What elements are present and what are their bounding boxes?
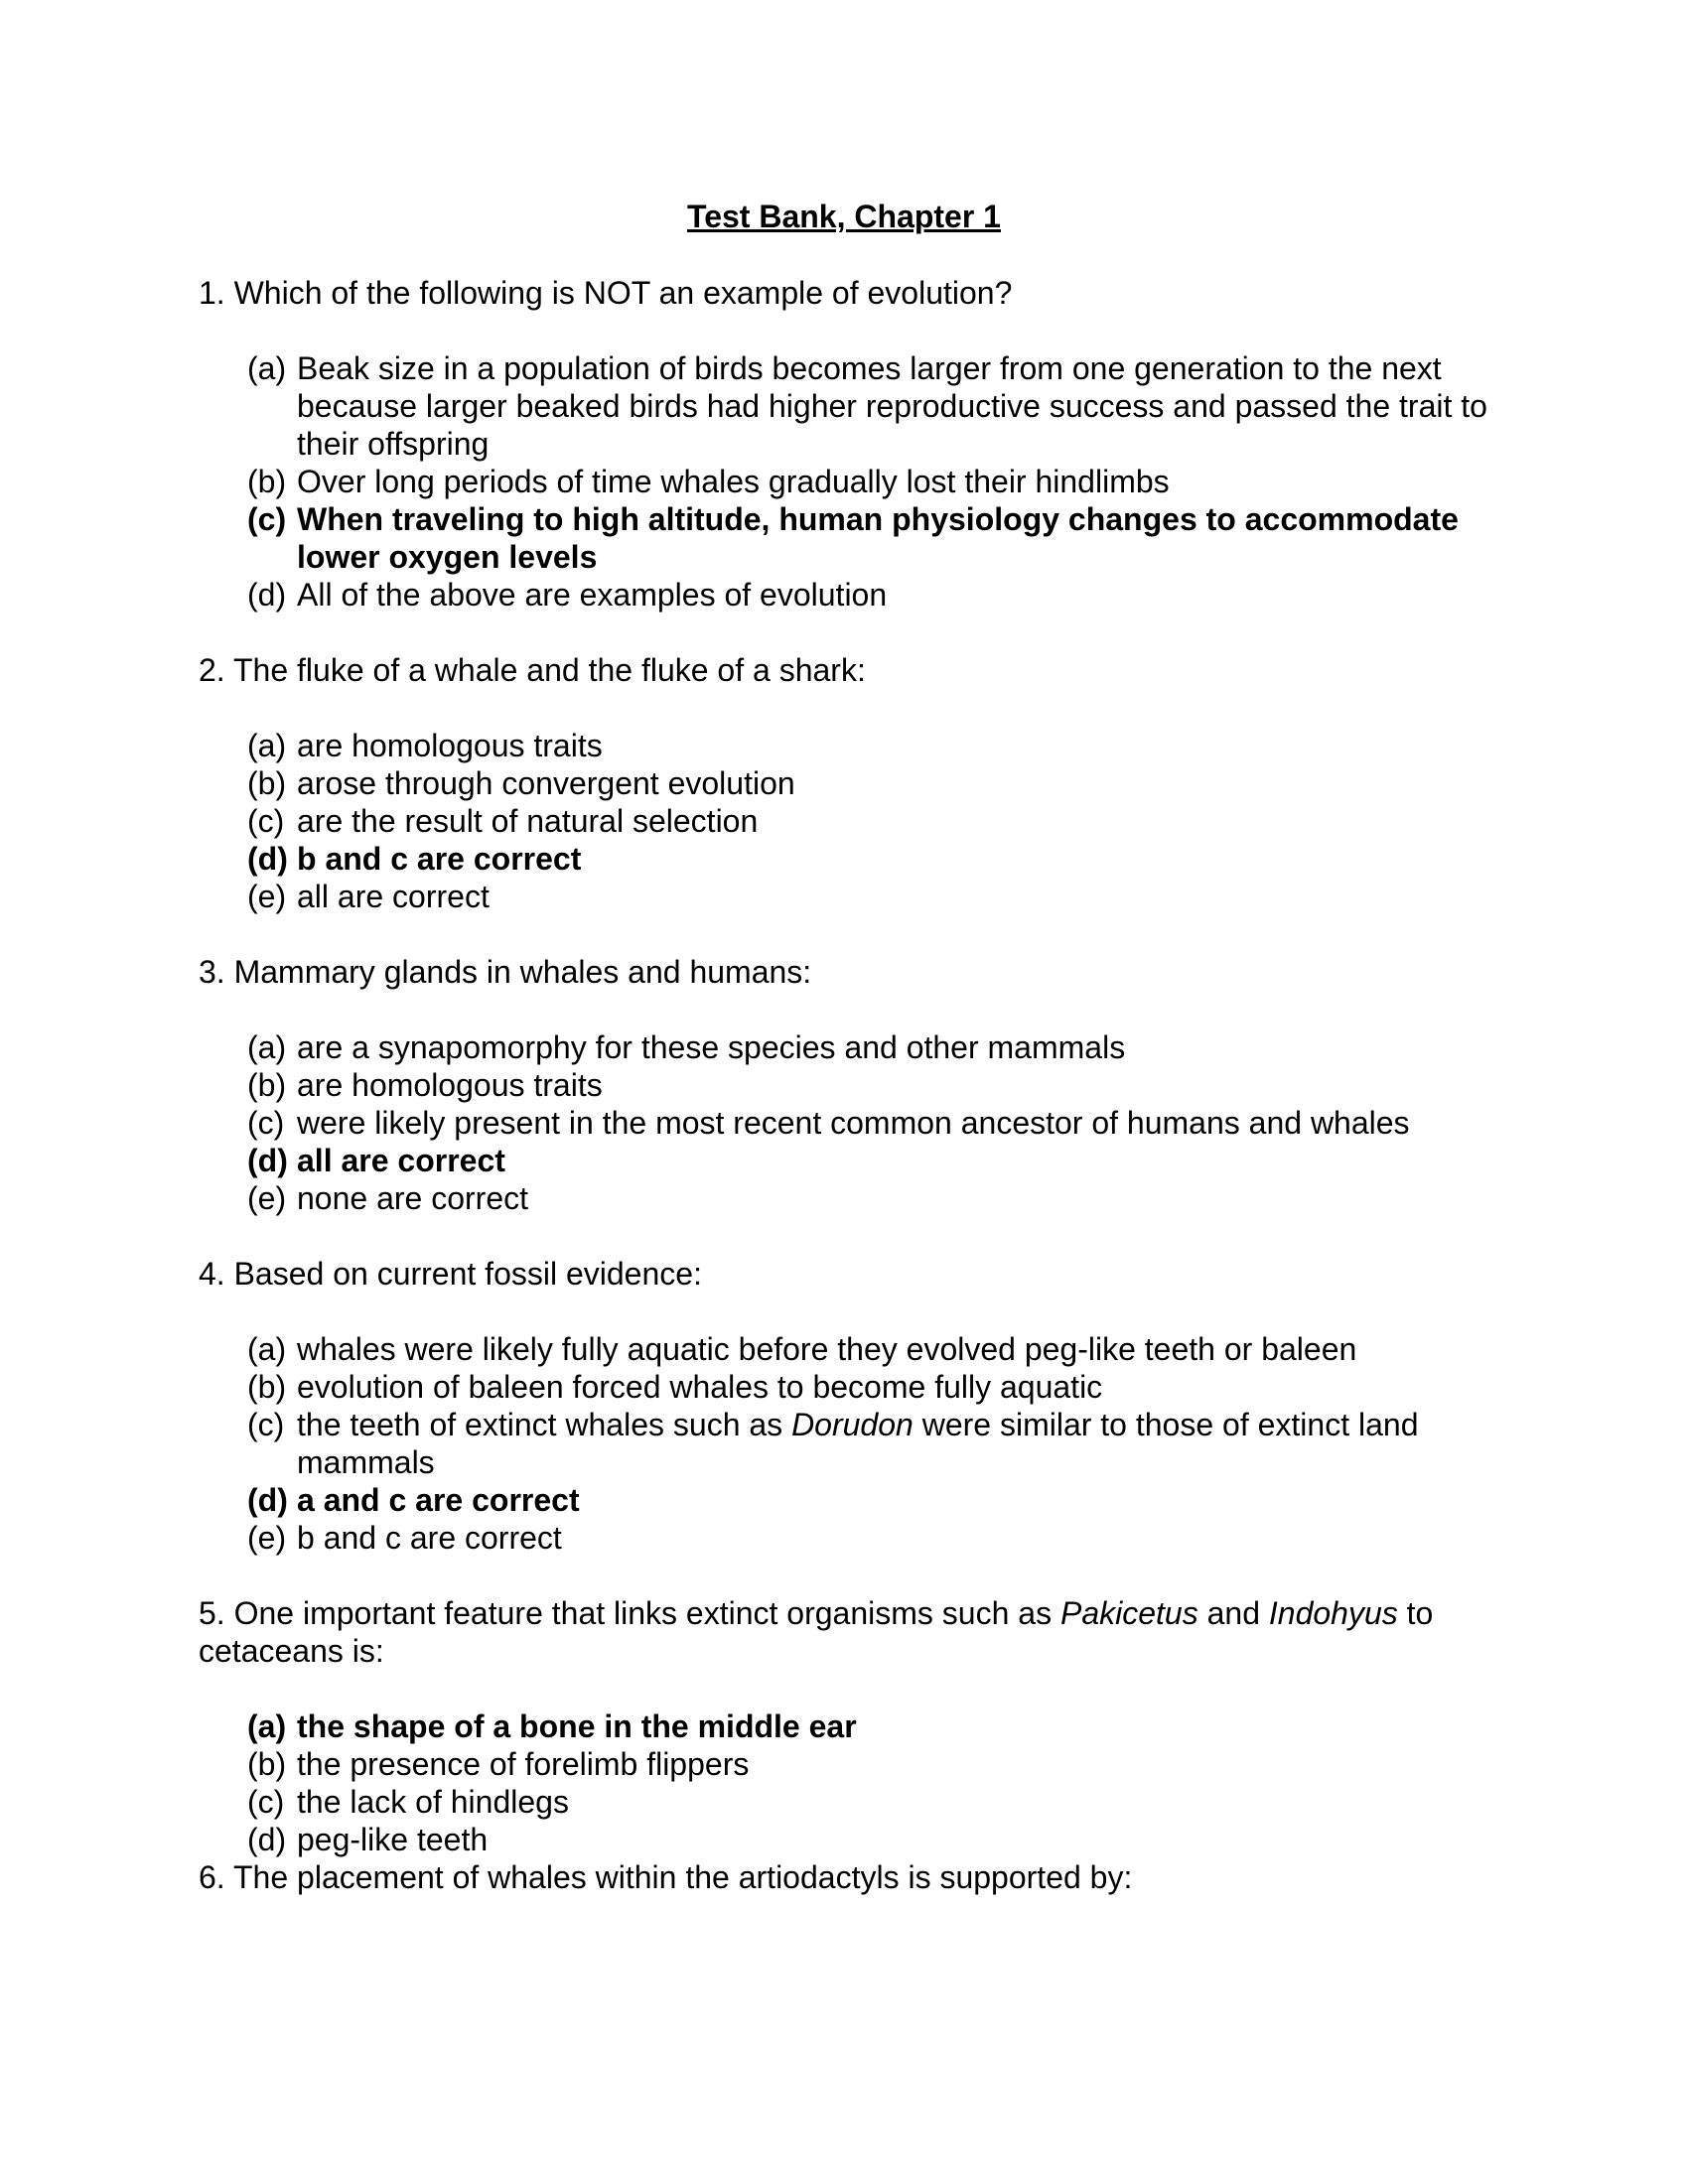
- question-2-option-e: [247, 878, 1498, 915]
- option-label: (b): [247, 464, 287, 499]
- option-text: the lack of hindlegs: [297, 1784, 569, 1820]
- option-text: were likely present in the most recent common ancestor of humans and whales: [297, 1105, 1410, 1141]
- question-5-option-a-correct: [247, 1707, 1498, 1745]
- option-text: peg-like teeth: [297, 1822, 489, 1857]
- option-text: Over long periods of time whales gradually lost their hindlimbs: [297, 464, 1170, 499]
- option-label: (a): [247, 1331, 287, 1367]
- question-1-option-a: [247, 349, 1498, 463]
- stem-text-part: and: [1197, 1595, 1269, 1631]
- question-3-option-e: [247, 1179, 1498, 1217]
- question-2-option-b: [247, 764, 1498, 802]
- question-6-stem: 6. The placement of whales within the artiodactyls is supported by:: [199, 1859, 1133, 1895]
- option-text: b and c are correct: [297, 1520, 562, 1556]
- option-text: a and c are correct: [297, 1482, 580, 1518]
- option-label: (c): [247, 1105, 285, 1141]
- option-label: (c): [247, 501, 287, 537]
- question-3-option-b: [247, 1066, 1498, 1104]
- question-1-stem: 1. Which of the following is NOT an example of evolution?: [199, 275, 1013, 311]
- option-label: (b): [247, 1746, 287, 1782]
- option-label: (e): [247, 879, 287, 914]
- option-label: (a): [247, 1029, 287, 1065]
- option-text: are the result of natural selection: [297, 803, 759, 839]
- option-label: (b): [247, 1067, 287, 1103]
- option-label: (d): [247, 1482, 288, 1518]
- option-label: (c): [247, 1784, 285, 1820]
- genus-name-pakicetus: Pakicetus: [1059, 1595, 1198, 1631]
- option-text: all are correct: [297, 879, 490, 914]
- question-1-option-c-correct: [247, 500, 1498, 576]
- question-1-option-b: [247, 463, 1498, 500]
- option-label: (d): [247, 577, 287, 613]
- stem-text-part: to cetaceans is:: [199, 1595, 1434, 1669]
- option-label: (d): [247, 841, 288, 877]
- option-text: the presence of forelimb flippers: [297, 1746, 750, 1782]
- question-2-option-c: [247, 802, 1498, 840]
- option-text: are homologous traits: [297, 728, 603, 763]
- question-3-option-c: [247, 1104, 1498, 1142]
- option-text-part: the teeth of extinct whales such as: [297, 1407, 792, 1442]
- title-text: Test Bank, Chapter 1: [687, 199, 1001, 234]
- option-text: the shape of a bone in the middle ear: [297, 1708, 857, 1744]
- question-4-option-c: [247, 1406, 1498, 1481]
- option-text: are a synapomorphy for these species and other mammals: [297, 1029, 1126, 1065]
- question-5-stem: [199, 1594, 1509, 1670]
- question-3-stem: 3. Mammary glands in whales and humans:: [199, 954, 812, 990]
- question-1-option-d: [247, 576, 1498, 614]
- option-label: (d): [247, 1143, 288, 1178]
- question-4-option-e: [247, 1519, 1498, 1557]
- option-label: (b): [247, 765, 287, 801]
- option-text: All of the above are examples of evolution: [297, 577, 888, 613]
- option-label: (e): [247, 1180, 287, 1216]
- question-2-option-d-correct: [247, 840, 1498, 878]
- question-3-option-d-correct: [247, 1142, 1498, 1179]
- option-text: evolution of baleen forced whales to become fully aquatic: [297, 1369, 1103, 1405]
- stem-text-part: 5. One important feature that links extinct organisms such as: [199, 1595, 1060, 1631]
- option-label: (e): [247, 1520, 287, 1556]
- option-text: all are correct: [297, 1143, 505, 1178]
- question-4-option-b: [247, 1368, 1498, 1406]
- question-2-stem: 2. The fluke of a whale and the fluke of a shark:: [199, 652, 866, 688]
- question-4-stem: 4. Based on current fossil evidence:: [199, 1256, 702, 1292]
- option-text-part: were similar to those of extinct land mammals: [297, 1407, 1419, 1480]
- question-5-option-d: [247, 1821, 1498, 1858]
- genus-name-dorudon: Dorudon: [791, 1407, 914, 1442]
- option-label: (c): [247, 803, 285, 839]
- option-text: b and c are correct: [297, 841, 582, 877]
- question-2-option-a: [247, 727, 1498, 764]
- option-text: [297, 1406, 1498, 1481]
- question-3-option-a: [247, 1028, 1498, 1066]
- option-label: (b): [247, 1369, 287, 1405]
- question-4-option-a: [247, 1330, 1498, 1368]
- option-label: (d): [247, 1822, 287, 1857]
- option-text: When traveling to high altitude, human physiology changes to accommodate lower oxygen levels: [297, 501, 1459, 575]
- option-text: whales were likely fully aquatic before they evolved peg-like teeth or baleen: [297, 1331, 1357, 1367]
- question-4-option-d-correct: [247, 1481, 1498, 1519]
- option-text: none are correct: [297, 1180, 529, 1216]
- question-5-option-c: [247, 1783, 1498, 1821]
- option-text: arose through convergent evolution: [297, 765, 795, 801]
- option-label: (a): [247, 350, 287, 386]
- question-5-option-b: [247, 1745, 1498, 1783]
- option-text: are homologous traits: [297, 1067, 603, 1103]
- option-label: (a): [247, 1708, 287, 1744]
- genus-name-indohyus: Indohyus: [1268, 1595, 1398, 1631]
- page-title: [0, 197, 1688, 236]
- option-label: (c): [247, 1407, 285, 1442]
- option-label: (a): [247, 728, 287, 763]
- option-text: Beak size in a population of birds becomes larger from one generation to the next because larger beaked birds had higher reproductive success and passed the trait to their offspring: [297, 350, 1487, 462]
